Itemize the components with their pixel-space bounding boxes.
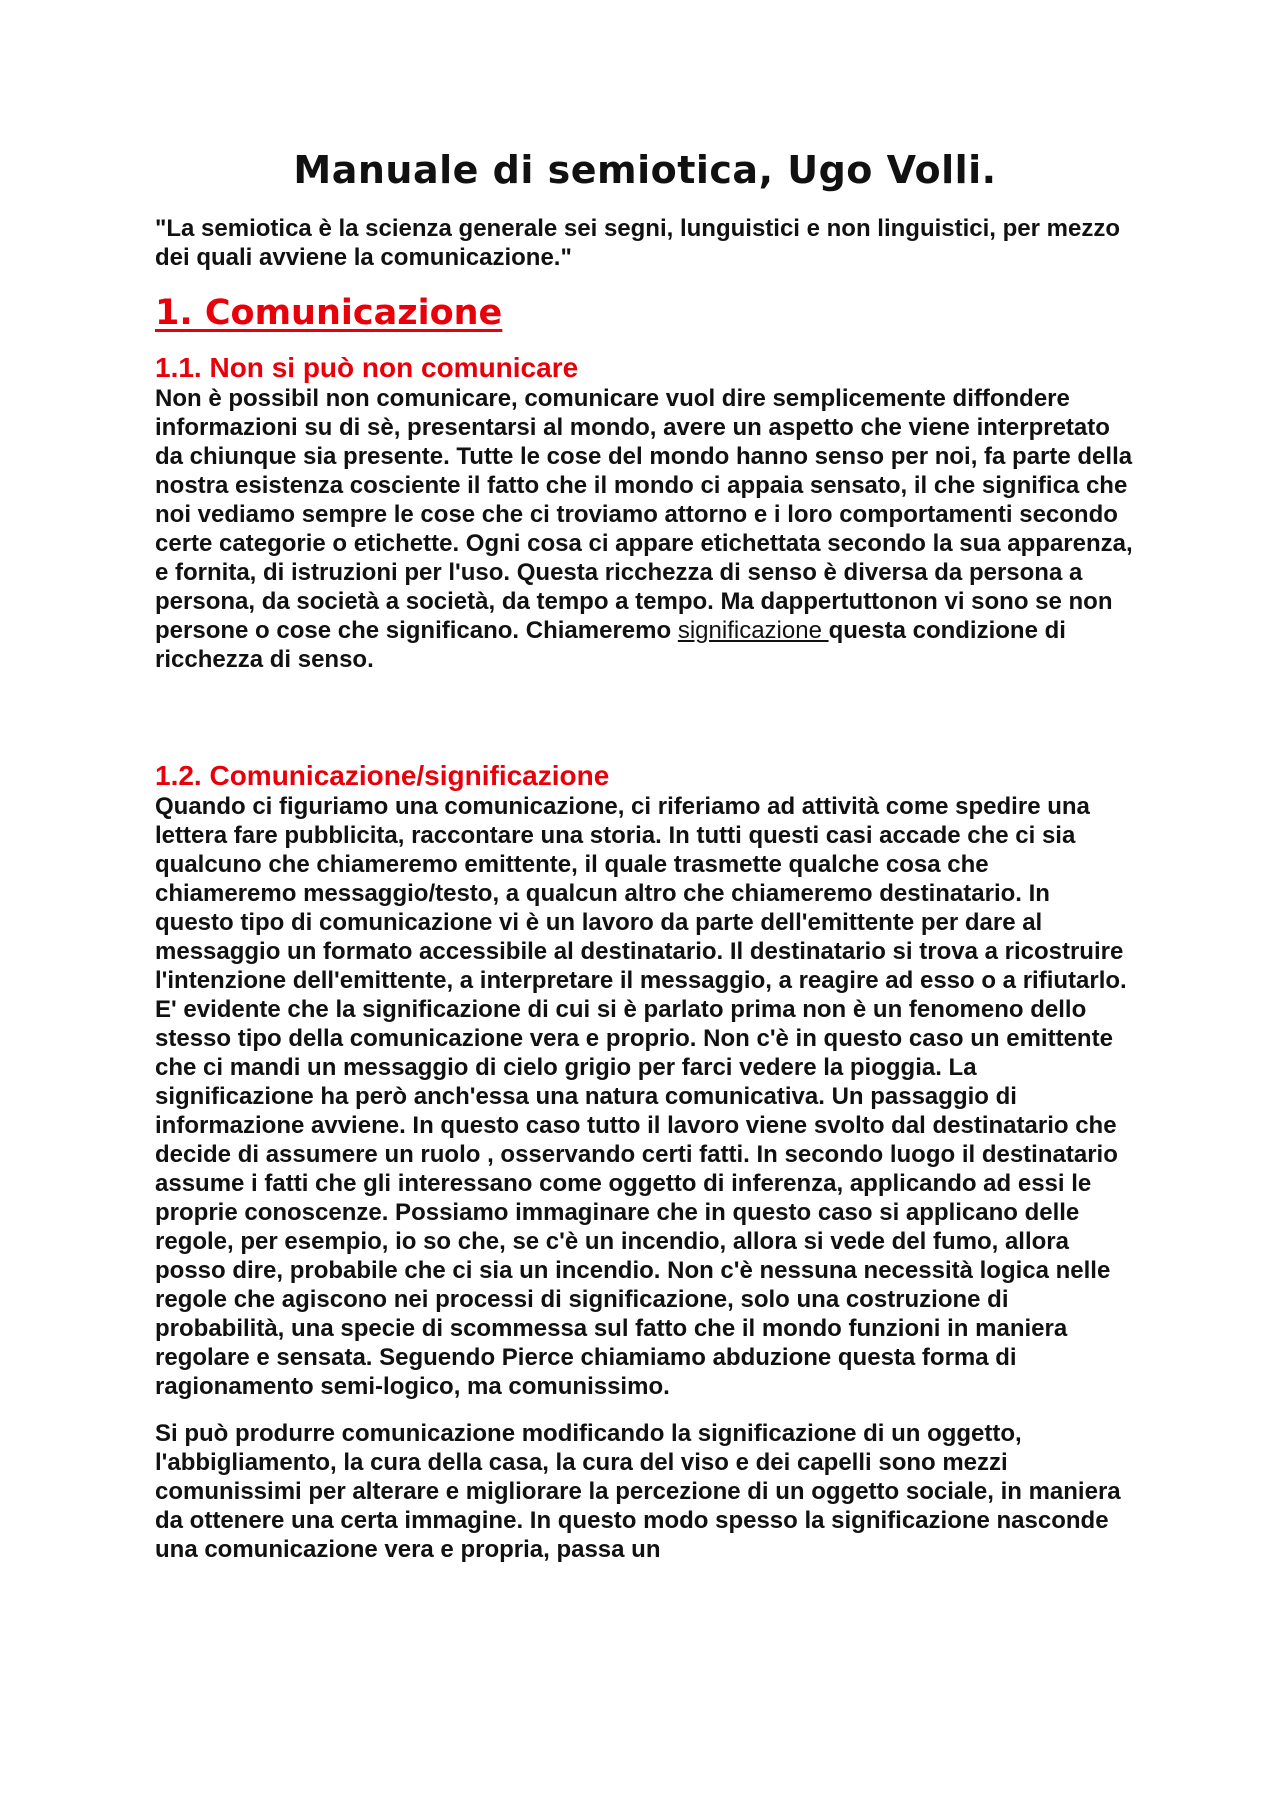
section-paragraph: Quando ci figuriamo una comunicazione, ci riferiamo ad attività come spedire una lettera fare pubblicita, raccontare una storia. In tutti questi casi accade che ci sia qualcuno che chiameremo emittente, il quale trasmette qualche cosa che chiameremo messaggio/testo, a qualcun altro che chiameremo destinatario. In questo tipo di comunicazione vi è un lavoro da parte dell'emittente per dare al messaggio un formato accessibile al destinatario. Il destinatario si trova a ricostruire l'intenzione dell'emittente, a interpretare il messaggio, a reagire ad esso o a rifiutarlo. E' evidente che la significazione di cui si è parlato prima non è un fenomeno dello stesso tipo della comunicazione vera e proprio. Non c'è in questo caso un emittente che ci mandi un messaggio di cielo grigio per farci vedere la pioggia. La significazione ha però anch'essa una natura comunicativa. Un passaggio di informazione avviene. In questo caso tutto il lavoro viene svolto dal destinatario che decide di assumere un ruolo , osservando certi fatti. In secondo luogo il destinatario assume i fatti che gli interessano come oggetto di inferenza, applicando ad essi le proprie conoscenze. Possiamo immaginare che in questo caso si applicano delle regole, per esempio, io so che, se c'è un incendio, allora si vede del fumo, allora posso dire, probabile che ci sia un incendio. Non c'è nessuna necessità logica nelle regole che agiscono nei processi di significazione, solo una costruzione di probabilità, una specie di scommessa sul fatto che il mondo funzioni in maniera regolare e sensata. Seguendo Pierce chiamiamo abduzione questa forma di ragionamento semi-logico, ma comunissimo.: [155, 793, 1127, 1400]
document-page: [155, 148, 1135, 1564]
paragraph-text: questa condizione di ricchezza di senso.: [155, 617, 1066, 673]
section-heading: 1.1. Non si può non comunicare: [155, 352, 579, 383]
spacer: [155, 674, 1135, 760]
paragraph-text: Non è possibil non comunicare, comunicare vuol dire semplicemente diffondere informazioni su di sè, presentarsi al mondo, avere un aspetto che viene interpretato da chiunque sia presente. Tutte le cose del mondo hanno senso per noi, fa parte della nostra esistenza cosciente il fatto che il mondo ci appaia sensato, il che significa che noi vediamo sempre le cose che ci troviamo attorno e i loro comportamenti secondo certe categorie o etichette. Ogni cosa ci appare etichettata secondo la sua apparenza, e fornita, di istruzioni per l'uso. Questa ricchezza di senso è diversa da persona a persona, da società a società, da tempo a tempo. Ma dappertuttonon vi sono se non persone o cose che significano. Chiameremo: [155, 385, 1133, 644]
intro-quote: "La semiotica è la scienza generale sei segni, lunguistici e non linguistici, per mezzo dei quali avviene la comunicazione.": [155, 215, 1121, 271]
underlined-term: significazione: [677, 617, 829, 644]
spacer: [155, 1401, 1135, 1419]
section-heading: 1.2. Comunicazione/significazione: [155, 760, 610, 791]
section-paragraph: Si può produrre comunicazione modificando la significazione di un oggetto, l'abbigliamento, la cura della casa, la cura del viso e dei capelli sono mezzi comunissimi per alterare e migliorare la percezione di un oggetto sociale, in maniera da ottenere una certa immagine. In questo modo spesso la significazione nasconde una comunicazione vera e propria, passa un: [155, 1420, 1121, 1563]
section-paragraph: [155, 384, 1135, 674]
document-title: Manuale di semiotica, Ugo Volli.: [293, 148, 997, 192]
chapter-heading: 1. Comunicazione: [155, 293, 503, 333]
